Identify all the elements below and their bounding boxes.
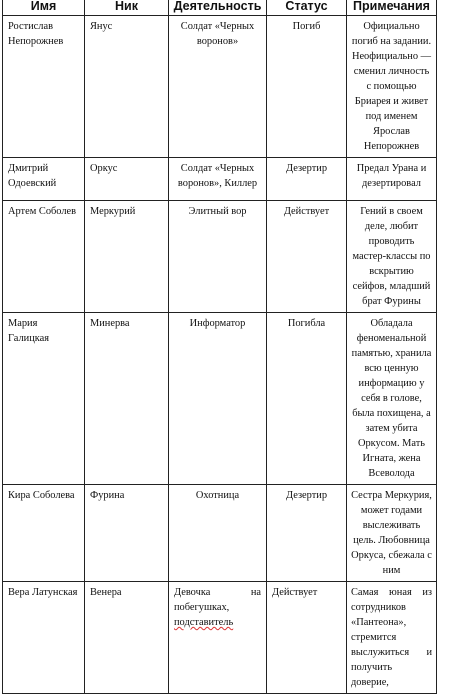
header-row — [3, 0, 437, 16]
header-status: Статус — [267, 0, 347, 16]
cell-status: Действует — [267, 201, 347, 313]
cell-status: Погибла — [267, 313, 347, 485]
cell-activity: Информатор — [169, 313, 267, 485]
characters-table — [2, 0, 437, 694]
table-row — [3, 313, 437, 485]
cell-name: Мария Галицкая — [3, 313, 85, 485]
cell-name: Вера Латунская — [3, 582, 85, 694]
cell-notes: Обладала феноменальной памятью, хранила всю ценную информацию у себя в голове, была похищена, а затем убита Оркусом. Мать Игната, жена Всеволода — [347, 313, 437, 485]
cell-nick: Меркурий — [85, 201, 169, 313]
cell-activity: Солдат «Черных воронов», Киллер — [169, 158, 267, 201]
header-activity: Деятельность — [169, 0, 267, 16]
cell-name: Артем Соболев — [3, 201, 85, 313]
cell-status: Действует — [267, 582, 347, 694]
table-row — [3, 158, 437, 201]
cell-activity: Элитный вор — [169, 201, 267, 313]
cell-notes: Самая юная из сотрудников «Пантеона», стремится выслужиться и получить доверие, — [347, 582, 437, 694]
cell-notes: Гений в своем деле, любит проводить мастер-классы по вскрытию сейфов, младший брат Фурины — [347, 201, 437, 313]
cell-notes: Официально погиб на задании. Неофициально — сменил личность с помощью Бриарея и живет под именем Ярослав Непорожнев — [347, 16, 437, 158]
cell-activity: Охотница — [169, 485, 267, 582]
cell-status: Погиб — [267, 16, 347, 158]
cell-name: Ростислав Непорожнев — [3, 16, 85, 158]
table-row — [3, 16, 437, 158]
table-row — [3, 582, 437, 694]
cell-nick: Минерва — [85, 313, 169, 485]
cell-status: Дезертир — [267, 158, 347, 201]
cell-name: Дмитрий Одоевский — [3, 158, 85, 201]
cell-name: Кира Соболева — [3, 485, 85, 582]
header-name: Имя — [3, 0, 85, 16]
activity-text: Девочка на побегушках, — [174, 587, 261, 613]
header-notes: Примечания — [347, 0, 437, 16]
table-row — [3, 201, 437, 313]
cell-nick: Венера — [85, 582, 169, 694]
activity-spellcheck-word: подставитель — [174, 617, 234, 628]
cell-activity — [169, 582, 267, 694]
cell-activity: Солдат «Черных воронов» — [169, 16, 267, 158]
cell-notes: Сестра Меркурия, может годами выслеживать цель. Любовница Оркуса, сбежала с ним — [347, 485, 437, 582]
cell-nick: Янус — [85, 16, 169, 158]
header-nick: Ник — [85, 0, 169, 16]
table-row — [3, 485, 437, 582]
cell-notes: Предал Урана и дезертировал — [347, 158, 437, 201]
cell-status: Дезертир — [267, 485, 347, 582]
cell-nick: Оркус — [85, 158, 169, 201]
cell-nick: Фурина — [85, 485, 169, 582]
